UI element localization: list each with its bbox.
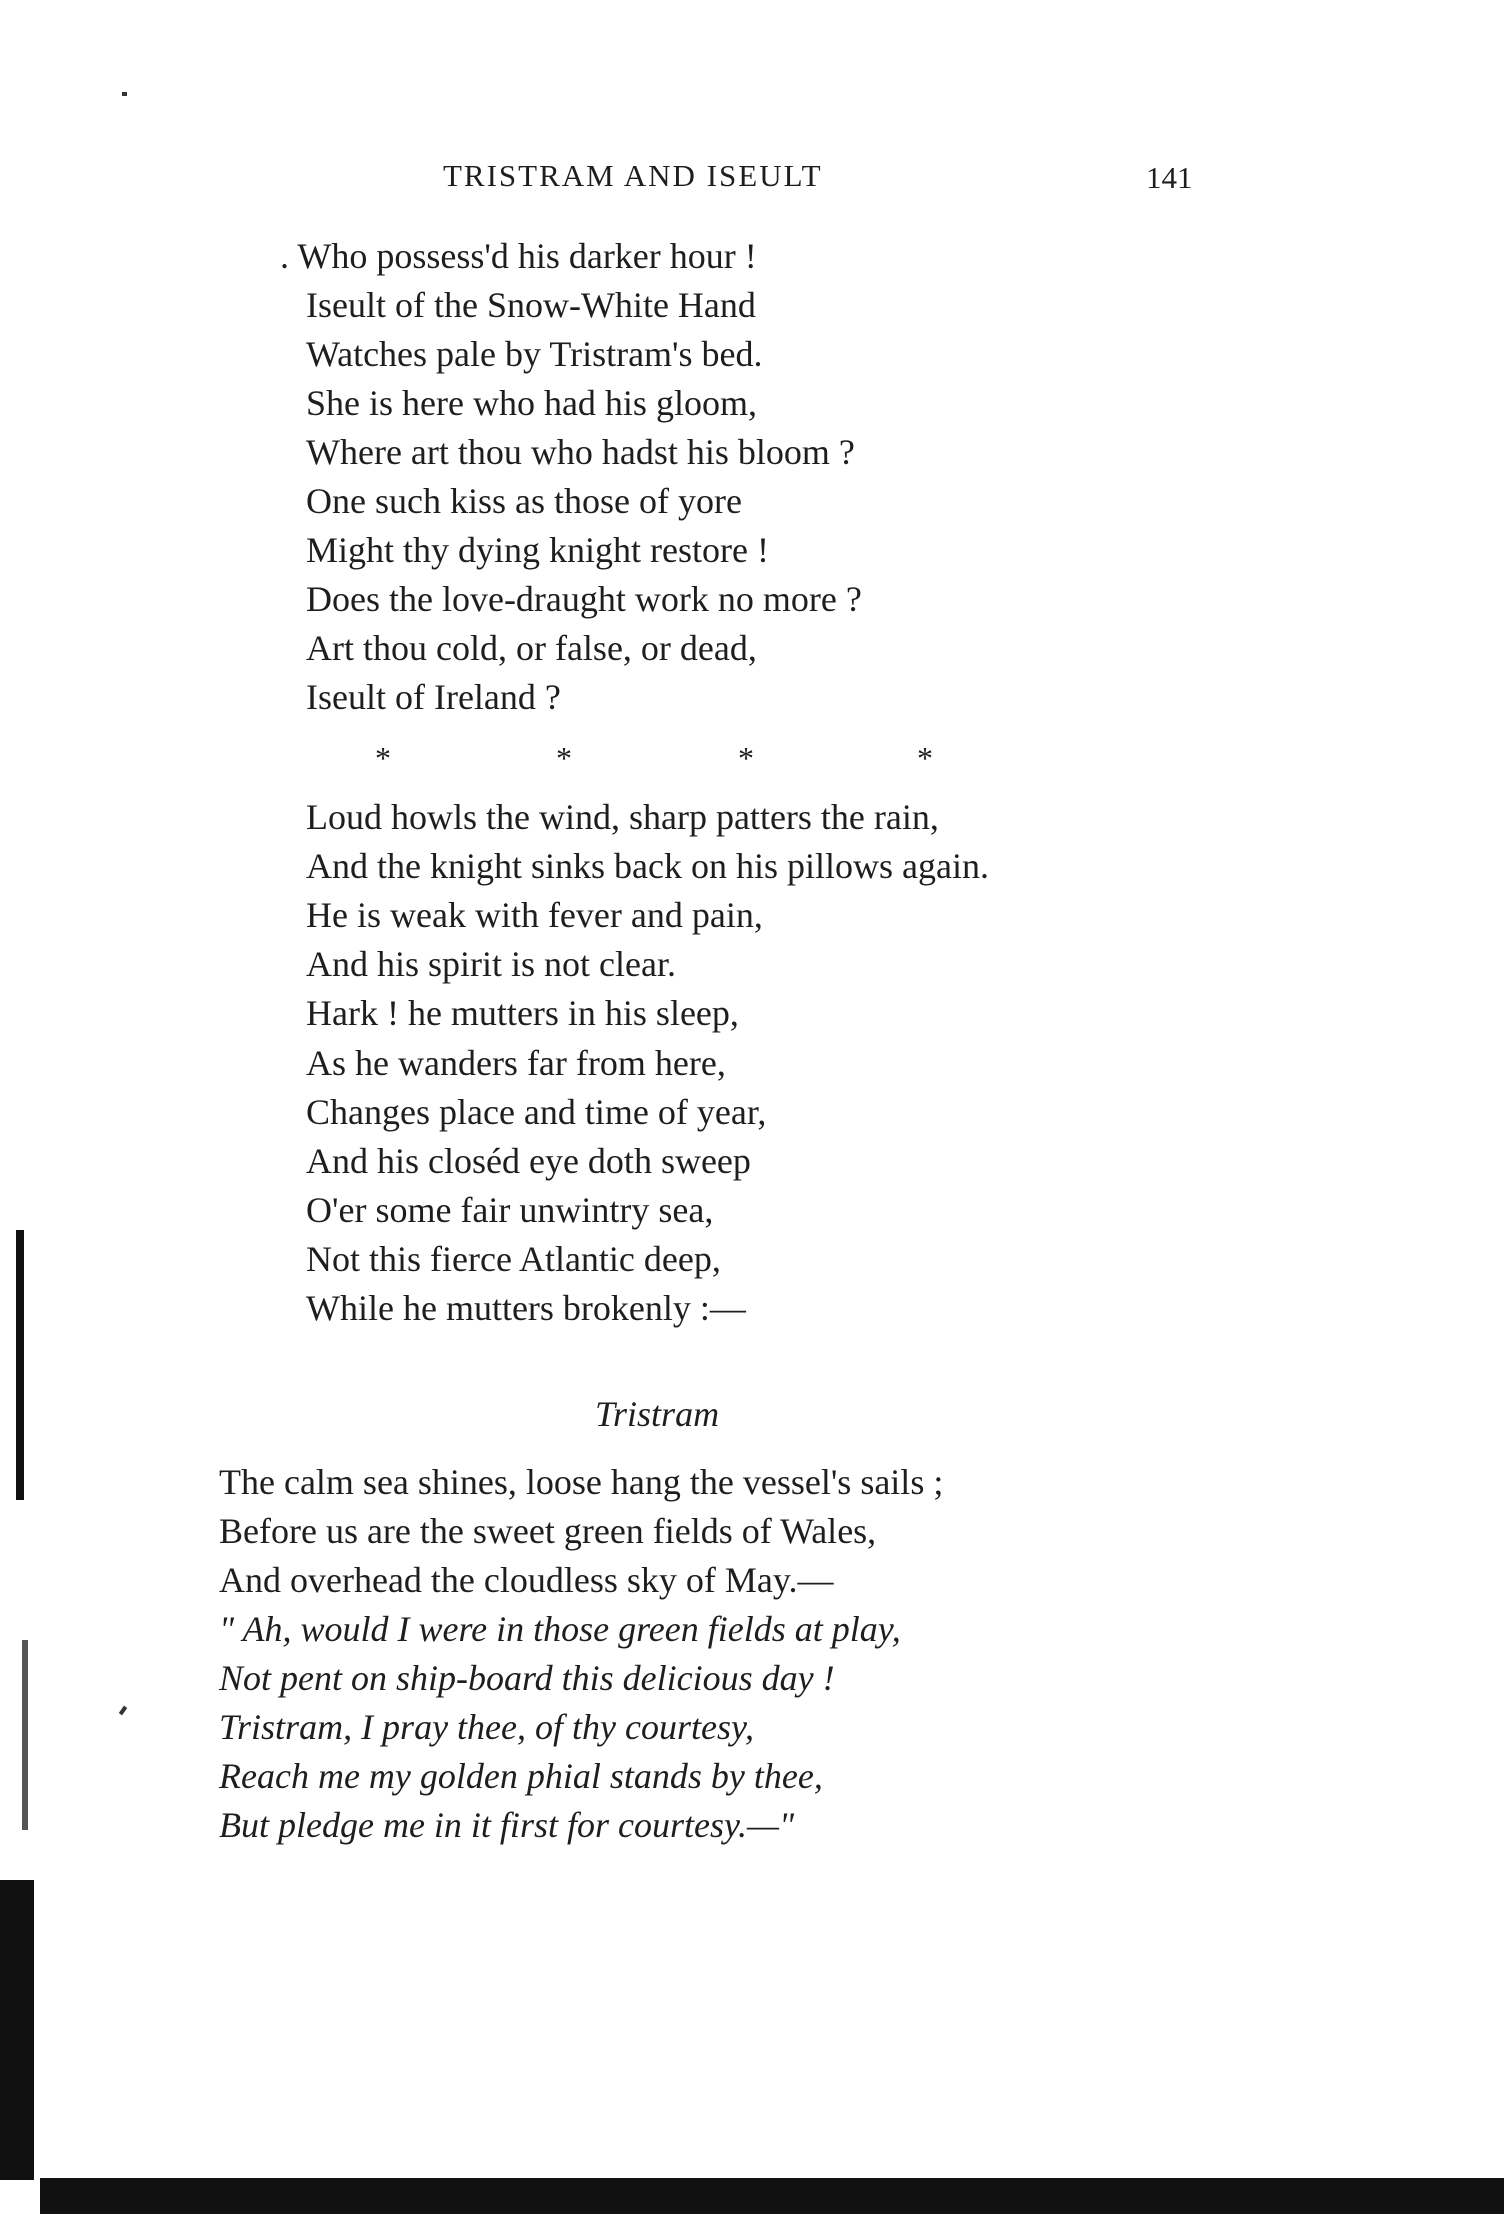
poem-line: While he mutters brokenly :— (306, 1288, 746, 1328)
scan-speck (122, 92, 127, 96)
poem-line: As he wanders far from here, (306, 1043, 726, 1083)
poem-line: Iseult of Ireland ? (306, 677, 561, 717)
poem-line: Loud howls the wind, sharp patters the rain, (306, 797, 939, 837)
speaker-heading: Tristram (595, 1394, 720, 1434)
scan-binding-shadow (0, 1880, 34, 2180)
poem-line: She is here who had his gloom, (306, 383, 757, 423)
poem-line: And his closéd eye doth sweep (306, 1141, 751, 1181)
poem-line: Where art thou who hadst his bloom ? (306, 432, 855, 472)
page-number: 141 (1146, 160, 1193, 195)
quoted-line: Reach me my golden phial stands by thee, (219, 1756, 823, 1796)
section-separator (0, 738, 1504, 778)
quoted-line: But pledge me in it first for courtesy.—" (219, 1805, 795, 1845)
poem-line: Changes place and time of year, (306, 1092, 767, 1132)
separator-star: * (556, 740, 572, 776)
scan-binding-shadow (16, 1230, 24, 1500)
poem-line: Hark ! he mutters in his sleep, (306, 993, 739, 1033)
speech-line: And overhead the cloudless sky of May.— (219, 1560, 834, 1600)
poem-line: Iseult of the Snow-White Hand (306, 285, 756, 325)
running-title: TRISTRAM AND ISEULT (443, 158, 823, 193)
poem-line: Does the love-draught work no more ? (306, 579, 862, 619)
separator-star: * (738, 740, 754, 776)
poem-line: Might thy dying knight restore ! (306, 530, 769, 570)
scan-bottom-edge (40, 2178, 1504, 2214)
poem-line: He is weak with fever and pain, (306, 895, 763, 935)
scan-binding-shadow (22, 1640, 28, 1830)
speech-line: The calm sea shines, loose hang the vessel's sails ; (219, 1462, 944, 1502)
poem-line: Not this fierce Atlantic deep, (306, 1239, 721, 1279)
poem-line: And the knight sinks back on his pillows again. (306, 846, 989, 886)
speech-line: Before us are the sweet green fields of Wales, (219, 1511, 877, 1551)
poem-line: And his spirit is not clear. (306, 944, 676, 984)
poem-line: Art thou cold, or false, or dead, (306, 628, 757, 668)
separator-star: * (375, 740, 391, 776)
poem-line: . Who possess'd his darker hour ! (280, 236, 757, 276)
separator-star: * (917, 740, 933, 776)
poem-line: Watches pale by Tristram's bed. (306, 334, 763, 374)
quoted-line: Tristram, I pray thee, of thy courtesy, (219, 1707, 754, 1747)
poem-line: O'er some fair unwintry sea, (306, 1190, 714, 1230)
poem-line: One such kiss as those of yore (306, 481, 742, 521)
scan-speck (119, 1706, 127, 1716)
quoted-line: Not pent on ship-board this delicious day ! (219, 1658, 835, 1698)
quoted-line: " Ah, would I were in those green fields at play, (219, 1609, 901, 1649)
